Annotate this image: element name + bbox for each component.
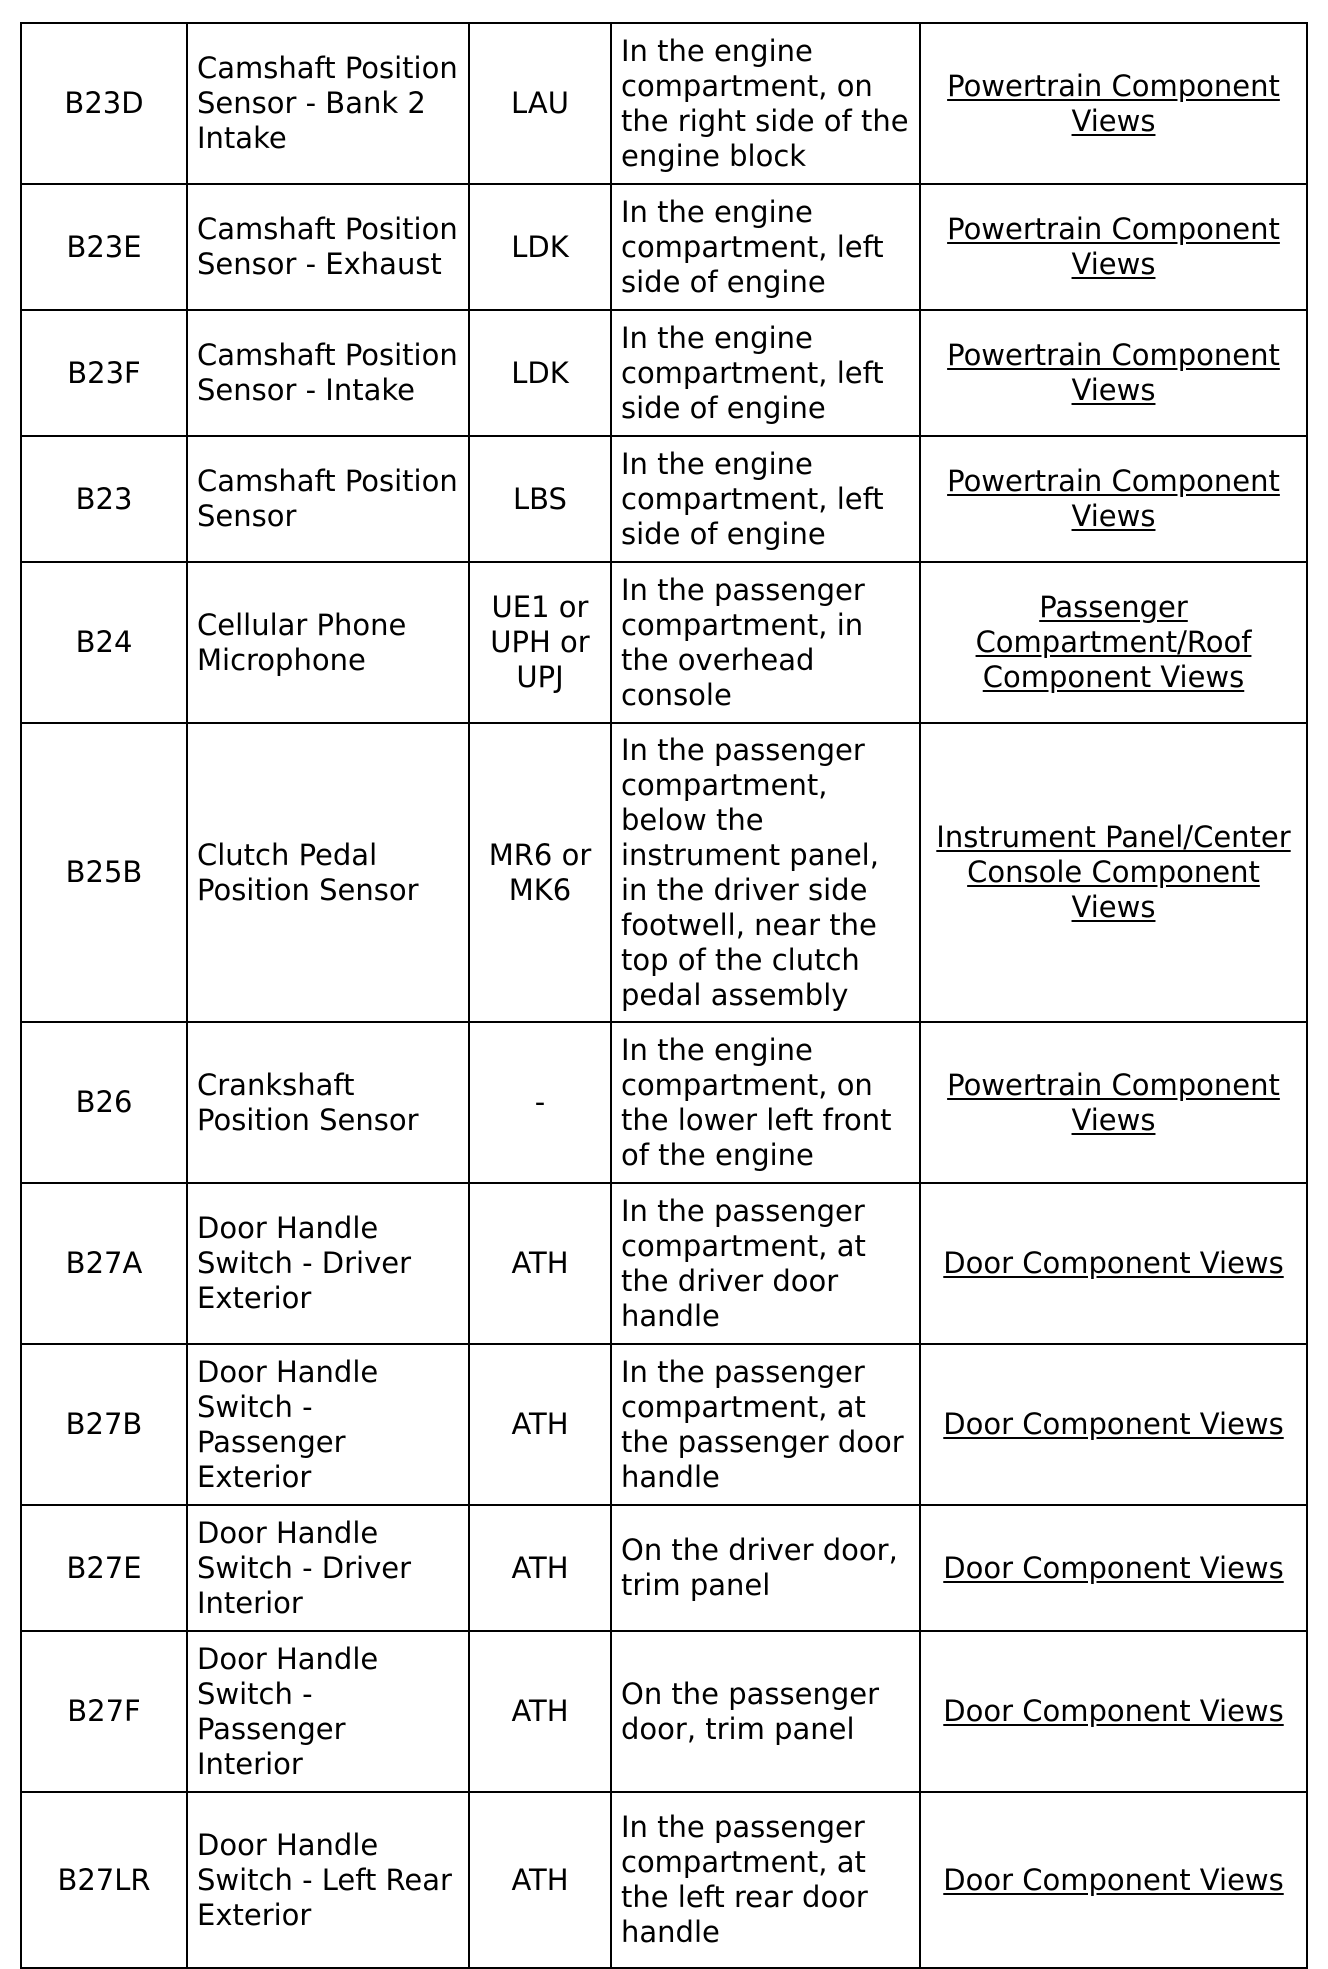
table-row — [21, 1183, 1307, 1344]
component-view-link[interactable]: Instrument Panel/Center Console Component Views — [936, 820, 1291, 924]
component-id: B23 — [21, 436, 187, 562]
component-id: B27E — [21, 1505, 187, 1631]
view-link-cell — [920, 1792, 1307, 1968]
component-name: Camshaft Position Sensor - Bank 2 Intake — [187, 23, 469, 184]
component-name: Cellular Phone Microphone — [187, 562, 469, 723]
component-location: In the engine compartment, left side of engine — [611, 184, 920, 310]
component-name: Door Handle Switch - Driver Exterior — [187, 1183, 469, 1344]
component-id: B27B — [21, 1344, 187, 1505]
view-link-cell — [920, 723, 1307, 1022]
view-link-cell — [920, 184, 1307, 310]
component-name: Door Handle Switch - Driver Interior — [187, 1505, 469, 1631]
component-view-link[interactable]: Powertrain Component Views — [947, 212, 1280, 281]
component-id: B25B — [21, 723, 187, 1022]
table-row — [21, 310, 1307, 436]
option-code: LBS — [469, 436, 611, 562]
component-name: Door Handle Switch - Passenger Interior — [187, 1631, 469, 1792]
view-link-cell — [920, 310, 1307, 436]
component-name: Camshaft Position Sensor - Exhaust — [187, 184, 469, 310]
component-location: In the engine compartment, left side of engine — [611, 310, 920, 436]
table-row — [21, 436, 1307, 562]
component-location: In the passenger compartment, at the passenger door handle — [611, 1344, 920, 1505]
table-row — [21, 1022, 1307, 1183]
component-name: Camshaft Position Sensor - Intake — [187, 310, 469, 436]
component-location: In the passenger compartment, at the driver door handle — [611, 1183, 920, 1344]
table-row — [21, 184, 1307, 310]
component-id: B27A — [21, 1183, 187, 1344]
component-view-link[interactable]: Door Component Views — [943, 1246, 1284, 1280]
component-location: In the engine compartment, on the right side of the engine block — [611, 23, 920, 184]
option-code: ATH — [469, 1183, 611, 1344]
component-view-link[interactable]: Powertrain Component Views — [947, 464, 1280, 533]
table-row — [21, 1792, 1307, 1968]
option-code: ATH — [469, 1792, 611, 1968]
option-code: - — [469, 1022, 611, 1183]
component-view-link[interactable]: Door Component Views — [943, 1694, 1284, 1728]
option-code: LAU — [469, 23, 611, 184]
view-link-cell — [920, 1344, 1307, 1505]
component-location: In the passenger compartment, at the left rear door handle — [611, 1792, 920, 1968]
option-code: ATH — [469, 1505, 611, 1631]
table-row — [21, 723, 1307, 1022]
view-link-cell — [920, 1631, 1307, 1792]
option-code: LDK — [469, 310, 611, 436]
component-name: Door Handle Switch - Passenger Exterior — [187, 1344, 469, 1505]
table-row — [21, 1344, 1307, 1505]
component-id: B23F — [21, 310, 187, 436]
component-id: B27F — [21, 1631, 187, 1792]
option-code: LDK — [469, 184, 611, 310]
component-view-link[interactable]: Powertrain Component Views — [947, 1067, 1280, 1137]
component-view-link[interactable]: Door Component Views — [943, 1550, 1284, 1585]
component-location: In the passenger compartment, in the overhead console — [611, 562, 920, 723]
option-code: MR6 or MK6 — [469, 723, 611, 1022]
view-link-cell — [920, 1022, 1307, 1183]
component-name: Camshaft Position Sensor — [187, 436, 469, 562]
view-link-cell — [920, 23, 1307, 184]
view-link-cell — [920, 436, 1307, 562]
component-id: B23D — [21, 23, 187, 184]
component-view-link[interactable]: Door Component Views — [943, 1862, 1284, 1897]
component-id: B27LR — [21, 1792, 187, 1968]
component-location: In the engine compartment, left side of engine — [611, 436, 920, 562]
component-id: B23E — [21, 184, 187, 310]
component-name: Clutch Pedal Position Sensor — [187, 723, 469, 1022]
component-view-link[interactable]: Passenger Compartment/Roof Component Views — [975, 590, 1252, 694]
component-id: B26 — [21, 1022, 187, 1183]
component-id: B24 — [21, 562, 187, 723]
table-row — [21, 1631, 1307, 1792]
component-location: In the passenger compartment, below the instrument panel, in the driver side footwell, near the top of the clutch pedal assembly — [611, 723, 920, 1022]
component-locator-table — [20, 22, 1308, 1969]
component-location: On the driver door, trim panel — [611, 1505, 920, 1631]
option-code: ATH — [469, 1344, 611, 1505]
view-link-cell — [920, 562, 1307, 723]
component-view-link[interactable]: Door Component Views — [943, 1407, 1284, 1441]
view-link-cell — [920, 1183, 1307, 1344]
table-row — [21, 23, 1307, 184]
component-name: Door Handle Switch - Left Rear Exterior — [187, 1792, 469, 1968]
component-view-link[interactable]: Powertrain Component Views — [947, 338, 1280, 407]
component-name: Crankshaft Position Sensor — [187, 1022, 469, 1183]
table-row — [21, 1505, 1307, 1631]
table-row — [21, 562, 1307, 723]
component-location: In the engine compartment, on the lower left front of the engine — [611, 1022, 920, 1183]
option-code: UE1 or UPH or UPJ — [469, 562, 611, 723]
component-view-link[interactable]: Powertrain Component Views — [947, 68, 1280, 138]
option-code: ATH — [469, 1631, 611, 1792]
view-link-cell — [920, 1505, 1307, 1631]
component-location: On the passenger door, trim panel — [611, 1631, 920, 1792]
